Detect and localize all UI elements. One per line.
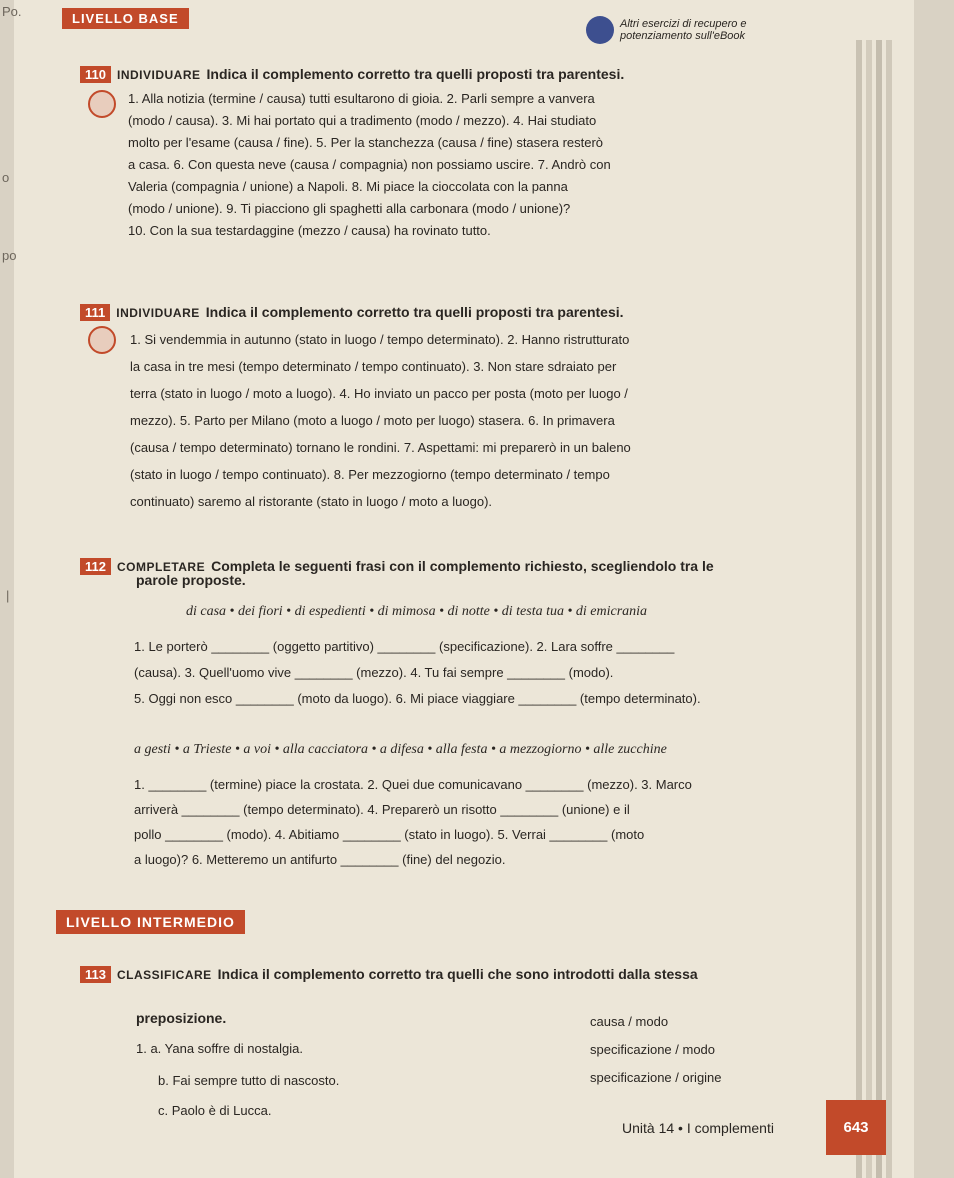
word-bank: di casa • dei fiori • di espedienti • di mimosa • di notte • di testa tua • di emicrania: [186, 604, 648, 619]
exercise-113-options: specificazione / modo: [590, 1042, 716, 1057]
ebook-note-line: Altri esercizi di recupero e: [620, 18, 747, 30]
page-edge: [876, 40, 882, 1178]
exercise-line: (modo / causa). 3. Mi hai portato qui a tradimento (modo / mezzo). 4. Hai studiato: [128, 113, 597, 128]
level-intermediate-label: LIVELLO INTERMEDIO: [56, 910, 245, 934]
level-base-label: LIVELLO BASE: [62, 8, 189, 29]
exercise-line: (modo / unione). 9. Ti piacciono gli spaghetti alla carbonara (modo / unione)?: [128, 201, 571, 216]
page-edge: [856, 40, 862, 1178]
exercise-number: 113: [80, 966, 111, 983]
margin-note: Po.: [2, 4, 22, 19]
exercise-line: a luogo)? 6. Metteremo un antifurto ________ (fine) del negozio.: [134, 852, 506, 867]
exercise-line: la casa in tre mesi (tempo determinato / tempo continuato). 3. Non stare sdraiato per: [130, 359, 617, 374]
exercise-111-body: [130, 326, 631, 515]
exercise-line: molto per l'esame (causa / fine). 5. Per la stanchezza (causa / fine) stasera resterò: [128, 135, 604, 150]
exercise-line: continuato) saremo al ristorante (stato in luogo / moto a luogo).: [130, 494, 493, 509]
page-edge: [866, 40, 872, 1178]
exercise-tag: CLASSIFICARE: [116, 968, 212, 982]
exercise-line: mezzo). 5. Parto per Milano (moto a luogo / moto per luogo) stasera. 6. In primavera: [130, 413, 615, 428]
difficulty-badge-icon: [88, 90, 116, 118]
exercise-113-item: c. Paolo è di Lucca.: [158, 1103, 272, 1118]
exercise-110-title: [80, 66, 624, 83]
exercise-instruction: Indica il complemento corretto tra quelli proposti tra parentesi.: [205, 304, 624, 320]
margin-note: po: [2, 248, 17, 263]
exercise-tag: COMPLETARE: [116, 560, 206, 574]
margin-note: |: [6, 588, 10, 603]
exercise-113-options: causa / modo: [590, 1014, 669, 1029]
exercise-112-part-b: [134, 772, 692, 872]
exercise-instruction: parole proposte.: [136, 572, 246, 588]
exercise-instruction: Indica il complemento corretto tra quelli proposti tra parentesi.: [206, 66, 625, 82]
ebook-note[interactable]: [586, 16, 747, 44]
exercise-113-options: specificazione / origine: [590, 1070, 722, 1085]
exercise-112-part-a: [134, 634, 701, 712]
exercise-number: 110: [80, 66, 111, 83]
exercise-line: pollo ________ (modo). 4. Abitiamo ________ (stato in luogo). 5. Verrai ________ (moto: [134, 827, 645, 842]
exercise-line: arriverà ________ (tempo determinato). 4. Preparerò un risotto ________ (unione) e il: [134, 802, 630, 817]
exercise-tag: INDIVIDUARE: [116, 306, 200, 320]
margin-note: o: [2, 170, 10, 185]
exercise-line: (stato in luogo / tempo continuato). 8. Per mezzogiorno (tempo determinato / tempo: [130, 467, 610, 482]
exercise-line: Valeria (compagnia / unione) a Napoli. 8. Mi piace la cioccolata con la panna: [128, 179, 568, 194]
page-number: 643: [826, 1100, 886, 1155]
exercise-line: (causa / tempo determinato) tornano le rondini. 7. Aspettami: mi preparerò in un baleno: [130, 440, 631, 455]
exercise-line: 5. Oggi non esco ________ (moto da luogo). 6. Mi piace viaggiare ________ (tempo determinato).: [134, 691, 701, 706]
ebook-icon: [586, 16, 614, 44]
page-edge: [886, 40, 892, 1178]
exercise-113-item: b. Fai sempre tutto di nascosto.: [158, 1073, 340, 1088]
exercise-instruction: Indica il complemento corretto tra quelli che sono introdotti dalla stessa: [217, 966, 698, 982]
exercise-line: a casa. 6. Con questa neve (causa / compagnia) non possiamo uscire. 7. Andrò con: [128, 157, 611, 172]
exercise-line: terra (stato in luogo / moto a luogo). 4. Ho inviato un pacco per posta (moto per luogo /: [130, 386, 628, 401]
exercise-113-title: [80, 966, 698, 983]
exercise-instruction: preposizione.: [136, 1010, 227, 1026]
exercise-111-title: [80, 304, 624, 321]
exercise-line: (causa). 3. Quell'uomo vive ________ (mezzo). 4. Tu fai sempre ________ (modo).: [134, 665, 614, 680]
exercise-tag: INDIVIDUARE: [116, 68, 201, 82]
exercise-number: 111: [80, 304, 110, 321]
exercise-line: 1. Alla notizia (termine / causa) tutti esultarono di gioia. 2. Parli sempre a vanvera: [128, 91, 595, 106]
exercise-line: 1. ________ (termine) piace la crostata. 2. Quei due comunicavano ________ (mezzo). 3. Marco: [134, 777, 692, 792]
exercise-110-body: [128, 88, 611, 242]
ebook-note-line: potenziamento sull'eBook: [620, 30, 746, 42]
word-bank: a gesti • a Trieste • a voi • alla cacciatora • a difesa • alla festa • a mezzogiorno • alle zucchine: [134, 742, 667, 757]
exercise-number: 112: [80, 558, 111, 575]
exercise-line: 1. Si vendemmia in autunno (stato in luogo / tempo determinato). 2. Hanno ristrutturato: [130, 332, 630, 347]
footer-unit-title: Unità 14 • I complementi: [622, 1120, 774, 1136]
exercise-line: 10. Con la sua testardaggine (mezzo / causa) ha rovinato tutto.: [128, 223, 491, 238]
exercise-line: 1. Le porterò ________ (oggetto partitivo) ________ (specificazione). 2. Lara soffre ________: [134, 639, 675, 654]
exercise-113-item: 1. a. Yana soffre di nostalgia.: [136, 1041, 303, 1056]
difficulty-badge-icon: [88, 326, 116, 354]
exercise-instruction: Completa le seguenti frasi con il complemento richiesto, scegliendolo tra le: [211, 558, 714, 574]
